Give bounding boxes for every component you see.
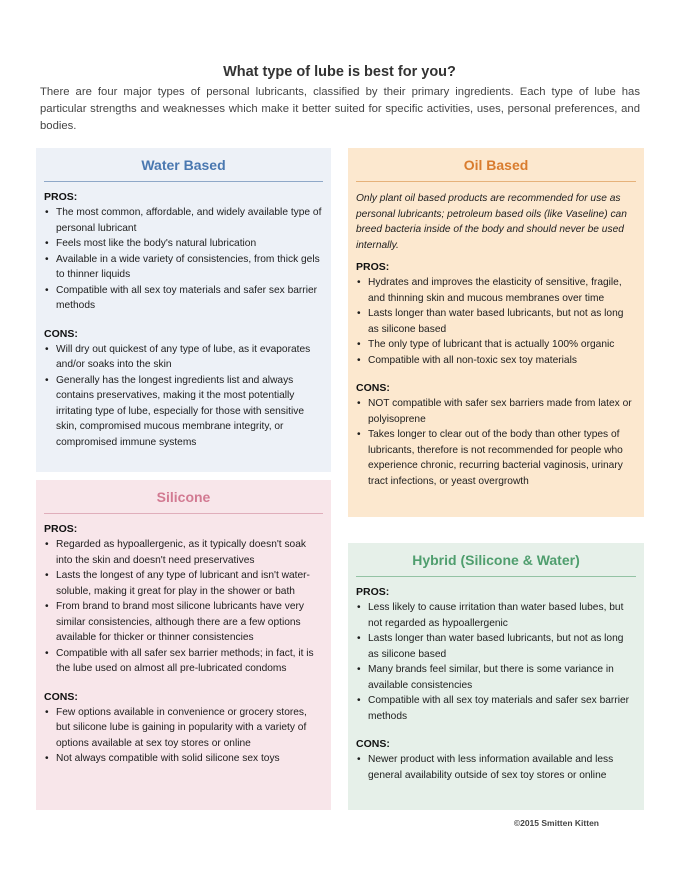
- list-item: • Lasts the longest of any type of lubricant and isn't water-soluble, making it great for play in the shower or bath: [44, 568, 323, 599]
- oil-based-card: [348, 148, 644, 517]
- list-item: • Compatible with all non-toxic sex toy materials: [356, 353, 636, 369]
- hybrid-cons-label: CONS:: [356, 738, 390, 750]
- water-based-heading: Water Based: [44, 154, 323, 182]
- list-item: • Feels most like the body's natural lubrication: [44, 236, 323, 252]
- copyright-notice: ©2015 Smitten Kitten: [513, 818, 599, 828]
- list-item: • Less likely to cause irritation than water based lubes, but not regarded as hypoallergenic: [356, 600, 636, 631]
- list-item: • Compatible with all sex toy materials and safer sex barrier methods: [356, 693, 636, 724]
- list-item: • The most common, affordable, and widely available type of personal lubricant: [44, 205, 323, 236]
- page-title: What type of lube is best for you?: [223, 64, 456, 80]
- water-pros-list: [44, 205, 323, 314]
- list-item: • Hydrates and improves the elasticity of sensitive, fragile, and thinning skin and mucous membranes over time: [356, 275, 636, 306]
- silicone-cons-list: [44, 705, 323, 767]
- oil-cons-label: CONS:: [356, 382, 390, 394]
- list-item: • Compatible with all sex toy materials and safer sex barrier methods: [44, 283, 323, 314]
- list-item: • Generally has the longest ingredients list and always contains preservatives, making it the most potentially irritating type of lube, especially for those with sensitive skin, compromised mucous membrane integrity, or compromised immune systems: [44, 373, 323, 451]
- silicone-pros-label: PROS:: [44, 523, 78, 535]
- list-item: • Takes longer to clear out of the body than other types of lubricants, therefore is not recommended for people who experience chronic, recurring bacterial vaginosis, urinary tract infections, or yeast overgrowth: [356, 427, 636, 489]
- oil-pros-label: PROS:: [356, 261, 390, 273]
- list-item: • Not always compatible with solid silicone sex toys: [44, 751, 323, 767]
- silicone-cons-label: CONS:: [44, 690, 78, 703]
- list-item: • Will dry out quickest of any type of lube, as it evaporates and/or soaks into the skin: [44, 342, 323, 373]
- list-item: • The only type of lubricant that is actually 100% organic: [356, 337, 636, 353]
- list-item: • From brand to brand most silicone lubricants have very similar consistencies, although there are a few options available for thicker or thinner consistencies: [44, 599, 323, 646]
- silicone-card: [36, 480, 331, 810]
- list-item: • Few options available in convenience or grocery stores, but silicone lube is gaining in popularity with a variety of options available at sex toy stores or online: [44, 705, 323, 752]
- intro-paragraph: There are four major types of personal lubricants, classified by their primary ingredients. Each type of lube has particular strengths and weaknesses which make it better suited for specific activities, uses, personal preferences, and bodies.: [40, 86, 640, 132]
- silicone-pros-list: [44, 537, 323, 677]
- hybrid-heading: Hybrid (Silicone & Water): [356, 549, 636, 577]
- oil-cons-list: [356, 396, 636, 489]
- list-item: • Regarded as hypoallergenic, as it typically doesn't soak into the skin and doesn't need preservatives: [44, 537, 323, 568]
- list-item: • Lasts longer than water based lubricants, but not as long as silicone based: [356, 631, 636, 662]
- oil-note: Only plant oil based products are recommended for use as personal lubricants; petroleum based oils (like Vaseline) can breed bacteria inside of the body and should never be used internally.: [356, 193, 627, 251]
- hybrid-card: [348, 543, 644, 810]
- list-item: • Available in a wide variety of consistencies, from thick gels to thinner liquids: [44, 252, 323, 283]
- oil-pros-list: [356, 275, 636, 368]
- list-item: • Newer product with less information available and less general availability outside of sex toy stores or online: [356, 752, 636, 783]
- list-item: • Compatible with all safer sex barrier methods; in fact, it is the lube used on almost all pre-lubricated condoms: [44, 646, 323, 677]
- oil-based-heading: Oil Based: [356, 154, 636, 182]
- water-pros-label: PROS:: [44, 191, 78, 203]
- list-item: • Lasts longer than water based lubricants, but not as long as silicone based: [356, 306, 636, 337]
- water-cons-label: CONS:: [44, 327, 78, 340]
- list-item: • Many brands feel similar, but there is some variance in available consistencies: [356, 662, 636, 693]
- hybrid-cons-list: [356, 752, 636, 783]
- silicone-heading: Silicone: [44, 486, 323, 514]
- water-based-card: [36, 148, 331, 472]
- hybrid-pros-list: [356, 600, 636, 724]
- list-item: • NOT compatible with safer sex barriers made from latex or polyisoprene: [356, 396, 636, 427]
- water-cons-list: [44, 342, 323, 451]
- hybrid-pros-label: PROS:: [356, 586, 390, 598]
